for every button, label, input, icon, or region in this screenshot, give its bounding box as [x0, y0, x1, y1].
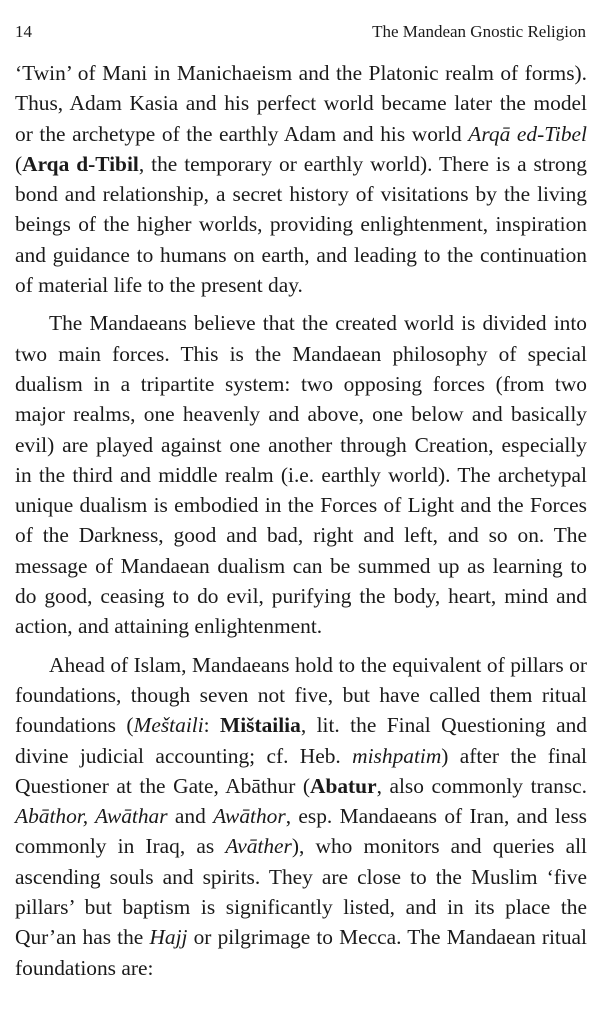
- p3-text-2: :: [203, 713, 221, 738]
- p3-italic-2: mishpatim: [352, 743, 442, 768]
- p1-bold-1: Arqa d-Tibil: [22, 151, 139, 176]
- page-number: 14: [15, 22, 32, 41]
- p1-text-3: , the temporary or earthly world). There is a strong bond and relationship, a secret history of visitations by the living beings of the higher worlds, providing enlightenment, inspiration and guidance to humans on earth, and leading to the continuation of material life to the present day.: [15, 151, 587, 298]
- p3-text-6: and: [167, 804, 214, 829]
- p3-bold-2: Abatur: [310, 773, 377, 798]
- p3-bold-1: Mištailia: [220, 713, 301, 738]
- paragraph-1: [15, 58, 587, 300]
- p1-text-1: ‘Twin’ of Mani in Manichaeism and the Platonic realm of forms). Thus, Adam Kasia and his perfect world became later the model or the archetype of the earthly Adam and his world: [15, 61, 587, 146]
- p3-italic-5: Avāther: [225, 834, 292, 859]
- p3-text-4: ) after the final Questioner at the Gate, Abāthur (: [15, 743, 588, 798]
- p3-text-5: , also commonly transc.: [376, 773, 587, 798]
- p3-text-8: ), who monitors and queries all ascending souls and spirits. They are close to the Muslim ‘five pillars’ but baptism is significantly listed, and in its place the Qur’an has the: [15, 834, 587, 950]
- page-header: [15, 20, 586, 44]
- p3-italic-3: Abāthor, Awāthar: [15, 804, 168, 829]
- p3-text-1: Ahead of Islam, Mandaeans hold to the equivalent of pillars or foundations, though seven not five, but have called them ritual foundations (: [15, 652, 587, 738]
- paragraph-2: The Mandaeans believe that the created world is divided into two main forces. This is the Mandaean philosophy of special dualism in a tripartite system: two opposing forces (from two major realms, one heavenly and above, one below and basically evil) are played against one another through Creation, especially in the third and middle realm (i.e. earthly world). The archetypal unique dualism is embodied in the Forces of Light and the Forces of the Darkness, good and bad, right and left, and so on. The message of Mandaean dualism can be summed up as learning to do good, ceasing to do evil, purifying the body, heart, mind and action, and attaining enlightenment.: [15, 311, 587, 639]
- p3-text-9: or pilgrimage to Mecca. The Mandaean ritual foundations are:: [15, 925, 587, 980]
- p3-text-3: , lit. the Final Questioning and divine judicial accounting; cf. Heb.: [15, 713, 587, 768]
- p3-italic-6: Hajj: [149, 925, 188, 950]
- body-text: [15, 58, 587, 983]
- p3-italic-1: Meštaili: [133, 713, 204, 738]
- p3-italic-4: Awāthor: [213, 804, 286, 829]
- running-title: The Mandean Gnostic Religion: [372, 22, 586, 41]
- p1-text-2: (: [15, 151, 23, 176]
- p1-italic-1: Arqā ed-Tibel: [468, 121, 587, 146]
- p3-text-7: , esp. Mandaeans of Iran, and less commonly in Iraq, as: [15, 804, 587, 859]
- paragraph-3: [15, 650, 587, 983]
